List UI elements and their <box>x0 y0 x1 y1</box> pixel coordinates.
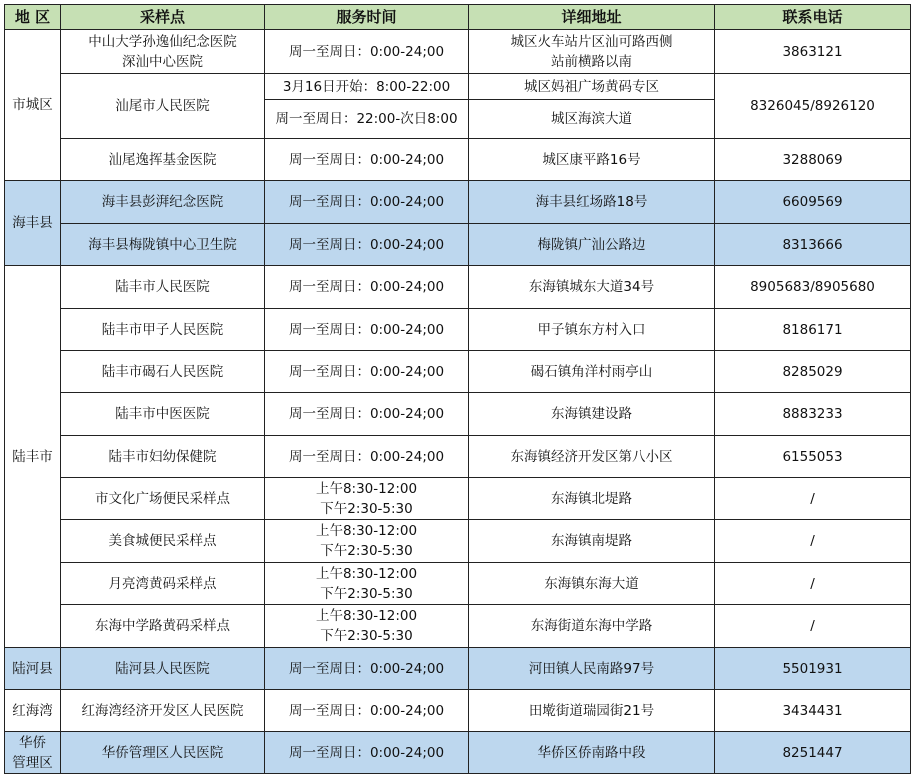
table-row <box>5 563 911 605</box>
address-cell: 城区康平路16号 <box>469 139 715 181</box>
table-row <box>5 30 911 74</box>
time-cell: 周一至周日：0:00-24;00 <box>265 309 469 351</box>
site-cell: 陆丰市中医医院 <box>61 393 265 436</box>
address-line: 站前横路以南 <box>551 53 632 70</box>
time-cell <box>265 605 469 648</box>
table-row <box>5 690 911 732</box>
region-line: 管理区 <box>12 754 53 771</box>
time-cell <box>265 478 469 520</box>
time-line: 下午2:30-5:30 <box>320 585 413 602</box>
site-cell: 陆丰市甲子人民医院 <box>61 309 265 351</box>
address-cell: 东海街道东海中学路 <box>469 605 715 648</box>
phone-cell: / <box>715 605 911 648</box>
time-cell: 周一至周日：0:00-24;00 <box>265 690 469 732</box>
time-cell: 周一至周日：0:00-24;00 <box>265 224 469 266</box>
site-cell: 汕尾市人民医院 <box>61 74 265 139</box>
phone-cell: / <box>715 520 911 563</box>
site-cell: 陆丰市碣石人民医院 <box>61 351 265 393</box>
table-row <box>5 224 911 266</box>
table-row <box>5 605 911 648</box>
time-cell: 周一至周日：0:00-24;00 <box>265 181 469 224</box>
site-line: 深汕中心医院 <box>122 53 203 70</box>
address-cell <box>469 30 715 74</box>
phone-cell: 8883233 <box>715 393 911 436</box>
phone-cell: 5501931 <box>715 648 911 690</box>
table-row <box>5 139 911 181</box>
table-row <box>5 520 911 563</box>
site-cell: 陆丰市妇幼保健院 <box>61 436 265 478</box>
table-row <box>5 648 911 690</box>
sampling-sites-table <box>4 4 911 774</box>
phone-cell: / <box>715 563 911 605</box>
time-cell: 周一至周日：0:00-24;00 <box>265 393 469 436</box>
site-cell: 红海湾经济开发区人民医院 <box>61 690 265 732</box>
phone-cell: 8251447 <box>715 732 911 774</box>
phone-cell: 8285029 <box>715 351 911 393</box>
time-cell: 周一至周日：0:00-24;00 <box>265 139 469 181</box>
table-row <box>5 393 911 436</box>
address-cell: 甲子镇东方村入口 <box>469 309 715 351</box>
header-row <box>5 5 911 30</box>
region-cell: 海丰县 <box>5 181 61 266</box>
address-cell: 东海镇经济开发区第八小区 <box>469 436 715 478</box>
phone-cell: 8905683/8905680 <box>715 266 911 309</box>
time-line: 下午2:30-5:30 <box>320 543 413 559</box>
table-row <box>5 309 911 351</box>
phone-cell: 6155053 <box>715 436 911 478</box>
site-cell: 陆河县人民医院 <box>61 648 265 690</box>
phone-cell: 3863121 <box>715 30 911 74</box>
time-cell: 周一至周日：22:00-次日8:00 <box>265 100 469 139</box>
header-region: 地 区 <box>5 5 61 30</box>
region-cell: 陆丰市 <box>5 266 61 648</box>
time-cell: 周一至周日：0:00-24;00 <box>265 351 469 393</box>
table-row <box>5 181 911 224</box>
time-line: 上午8:30-12:00 <box>315 480 418 497</box>
time-cell: 周一至周日：0:00-24;00 <box>265 30 469 74</box>
phone-cell: 8186171 <box>715 309 911 351</box>
time-cell: 周一至周日：0:00-24;00 <box>265 266 469 309</box>
region-line: 华侨 <box>19 734 46 751</box>
time-line: 下午2:30-5:30 <box>320 628 413 644</box>
region-cell: 陆河县 <box>5 648 61 690</box>
table-row <box>5 478 911 520</box>
table-row <box>5 266 911 309</box>
table-row <box>5 732 911 774</box>
region-cell <box>5 732 61 774</box>
address-cell: 东海镇建设路 <box>469 393 715 436</box>
address-cell: 碣石镇角洋村雨亭山 <box>469 351 715 393</box>
site-cell: 陆丰市人民医院 <box>61 266 265 309</box>
site-cell: 汕尾逸挥基金医院 <box>61 139 265 181</box>
region-cell: 红海湾 <box>5 690 61 732</box>
time-cell <box>265 520 469 563</box>
time-line: 下午2:30-5:30 <box>320 500 413 517</box>
time-cell: 3月16日开始：8:00-22:00 <box>265 74 469 100</box>
address-cell: 东海镇东海大道 <box>469 563 715 605</box>
region-cell: 市城区 <box>5 30 61 181</box>
phone-cell: / <box>715 478 911 520</box>
phone-cell: 3288069 <box>715 139 911 181</box>
address-line: 城区火车站片区汕可路西侧 <box>510 33 673 50</box>
phone-cell: 3434431 <box>715 690 911 732</box>
address-cell: 田墘街道瑞园街21号 <box>469 690 715 732</box>
time-cell: 周一至周日：0:00-24;00 <box>265 648 469 690</box>
site-cell: 华侨管理区人民医院 <box>61 732 265 774</box>
header-phone: 联系电话 <box>715 5 911 30</box>
time-line: 上午8:30-12:00 <box>315 565 418 582</box>
phone-cell: 6609569 <box>715 181 911 224</box>
site-cell: 美食城便民采样点 <box>61 520 265 563</box>
table-row <box>5 351 911 393</box>
site-cell: 海丰县彭湃纪念医院 <box>61 181 265 224</box>
site-cell: 海丰县梅陇镇中心卫生院 <box>61 224 265 266</box>
address-cell: 东海镇南堤路 <box>469 520 715 563</box>
table-row <box>5 74 911 100</box>
site-cell <box>61 30 265 74</box>
time-cell <box>265 563 469 605</box>
time-cell: 周一至周日：0:00-24;00 <box>265 732 469 774</box>
site-cell: 东海中学路黄码采样点 <box>61 605 265 648</box>
phone-cell: 8313666 <box>715 224 911 266</box>
site-line: 中山大学孙逸仙纪念医院 <box>88 33 237 50</box>
address-cell: 东海镇城东大道34号 <box>469 266 715 309</box>
address-cell: 梅陇镇广汕公路边 <box>469 224 715 266</box>
address-cell: 海丰县红场路18号 <box>469 181 715 224</box>
time-cell: 周一至周日：0:00-24;00 <box>265 436 469 478</box>
site-cell: 月亮湾黄码采样点 <box>61 563 265 605</box>
address-cell: 河田镇人民南路97号 <box>469 648 715 690</box>
time-line: 上午8:30-12:00 <box>315 523 418 539</box>
header-address: 详细地址 <box>469 5 715 30</box>
time-line: 上午8:30-12:00 <box>315 608 418 624</box>
address-cell: 城区海滨大道 <box>469 100 715 139</box>
header-site: 采样点 <box>61 5 265 30</box>
site-cell: 市文化广场便民采样点 <box>61 478 265 520</box>
phone-cell: 8326045/8926120 <box>715 74 911 139</box>
table-row <box>5 436 911 478</box>
address-cell: 东海镇北堤路 <box>469 478 715 520</box>
address-cell: 华侨区侨南路中段 <box>469 732 715 774</box>
address-cell: 城区妈祖广场黄码专区 <box>469 74 715 100</box>
header-time: 服务时间 <box>265 5 469 30</box>
